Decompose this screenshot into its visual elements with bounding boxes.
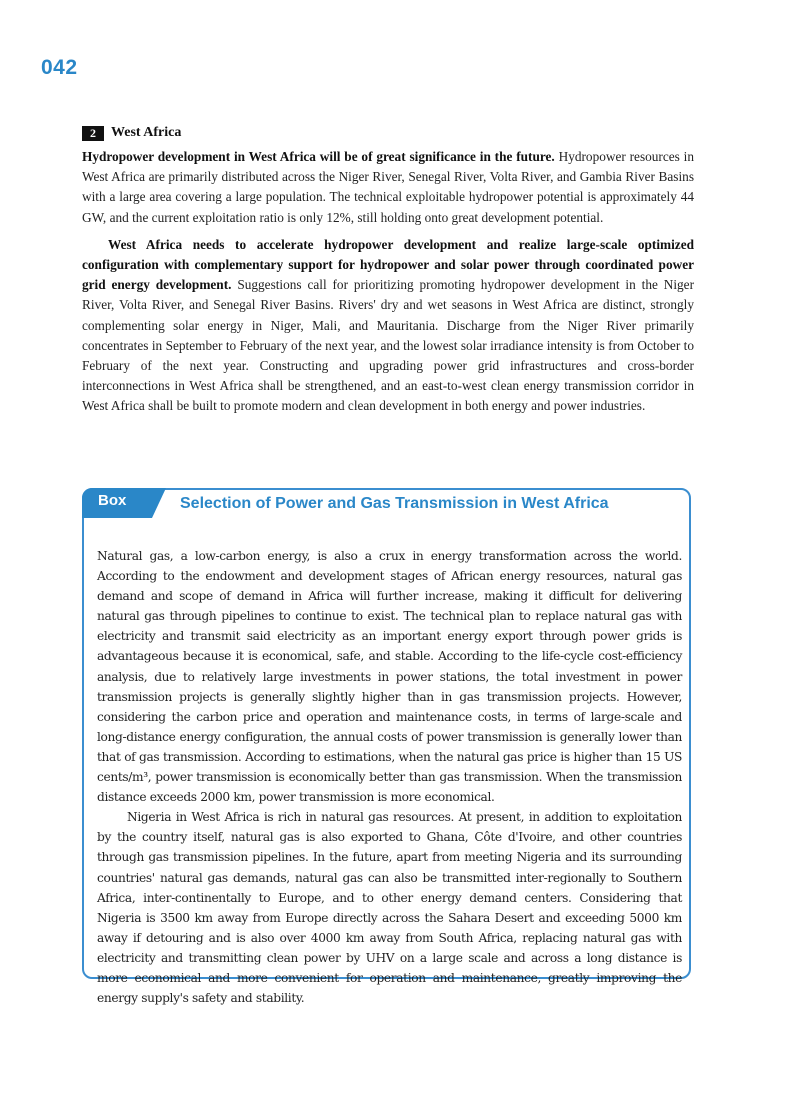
section-title: West Africa [111,125,182,140]
paragraph-1 [82,147,694,228]
box-paragraph-1: Natural gas, a low-carbon energy, is also a crux in energy transformation across the world. According to the endowment and development stages of African energy resources, natural gas demand and scope of demand in Africa will further increase, making it difficult for delivering natural gas through pipelines to continue to exist. The technical plan to replace natural gas with electricity and transmit said electricity as an important energy export through power grids is advantageous because it is economical, safe, and stable. According to the life-cycle cost-efficiency analysis, due to relatively large investments in power stations, the total investment in power transmission projects is generally slightly higher than in gas transmission projects. However, considering the carbon price and operation and maintenance costs, in terms of large-scale and long-distance energy configuration, the annual costs of power transmission is generally lower than that of gas transmission. According to estimations, when the natural gas price is higher than 15 US cents/m³, power transmission is economically better than gas transmission. When the transmission distance exceeds 2000 km, power transmission is more economical. [97,549,682,805]
info-box [82,488,691,1006]
page-number: 042 [41,56,78,79]
paragraph-1-lead: Hydropower development in West Africa will be of great significance in the future. [82,149,555,164]
paragraph-2-lead: West Africa needs to accelerate hydropower development and realize large-scale optimized configuration with complementary support for hydropower and solar power through coordinated power grid energy development. [82,236,694,293]
section-heading [82,125,694,141]
paragraph-2-body: Suggestions call for prioritizing promoting hydropower development in the Niger River, Volta River, and Senegal River Basins. Rivers' dry and wet seasons in West Africa are distinct, strongly complementing solar energy in Niger, Mali, and Mauritania. Discharge from the Niger River primarily concentrates in September to February of the next year, and the lowest solar irradiance intensity is from October to February of the next year. Constructing and upgrading power grid infrastructures and cross-border interconnections in West Africa shall be strengthened, and an east-to-west clean energy transmission corridor in West Africa shall be built to promote modern and clean development in both energy and power industries. [82,277,695,414]
section-west-africa [82,125,694,424]
section-number-badge: 2 [82,126,104,141]
box-tab-label: Box [82,488,152,518]
box-title: Selection of Power and Gas Transmission in West Africa [180,495,609,512]
paragraph-2 [82,235,694,417]
paragraph-1-body: Hydropower resources in West Africa are primarily distributed across the Niger River, Senegal River, Volta River, and Gambia River Basins with a large area covering a large population. The technical exploitable hydropower potential is approximately 44 GW, and the current exploitation ratio is only 12%, still holding onto great development potential. [82,149,695,225]
box-body [97,546,682,1008]
box-paragraph-2: Nigeria in West Africa is rich in natural gas resources. At present, in addition to exploitation by the country itself, natural gas is also exported to Ghana, Côte d'Ivoire, and other countries through gas transmission pipelines. In the future, apart from meeting Nigeria and its surrounding countries' natural gas demands, natural gas can also be transmitted inter-regionally to Southern Africa, inter-continentally to Europe, and to other energy demand centers. Considering that Nigeria is 3500 km away from Europe directly across the Sahara Desert and exceeding 5000 km away if detouring and is also over 4000 km away from South Africa, replacing natural gas with electricity and transmitting clean power by UHV on a large scale and across a long distance is more economical and more convenient for operation and maintenance, greatly improving the energy supply's safety and stability. [97,810,682,1006]
